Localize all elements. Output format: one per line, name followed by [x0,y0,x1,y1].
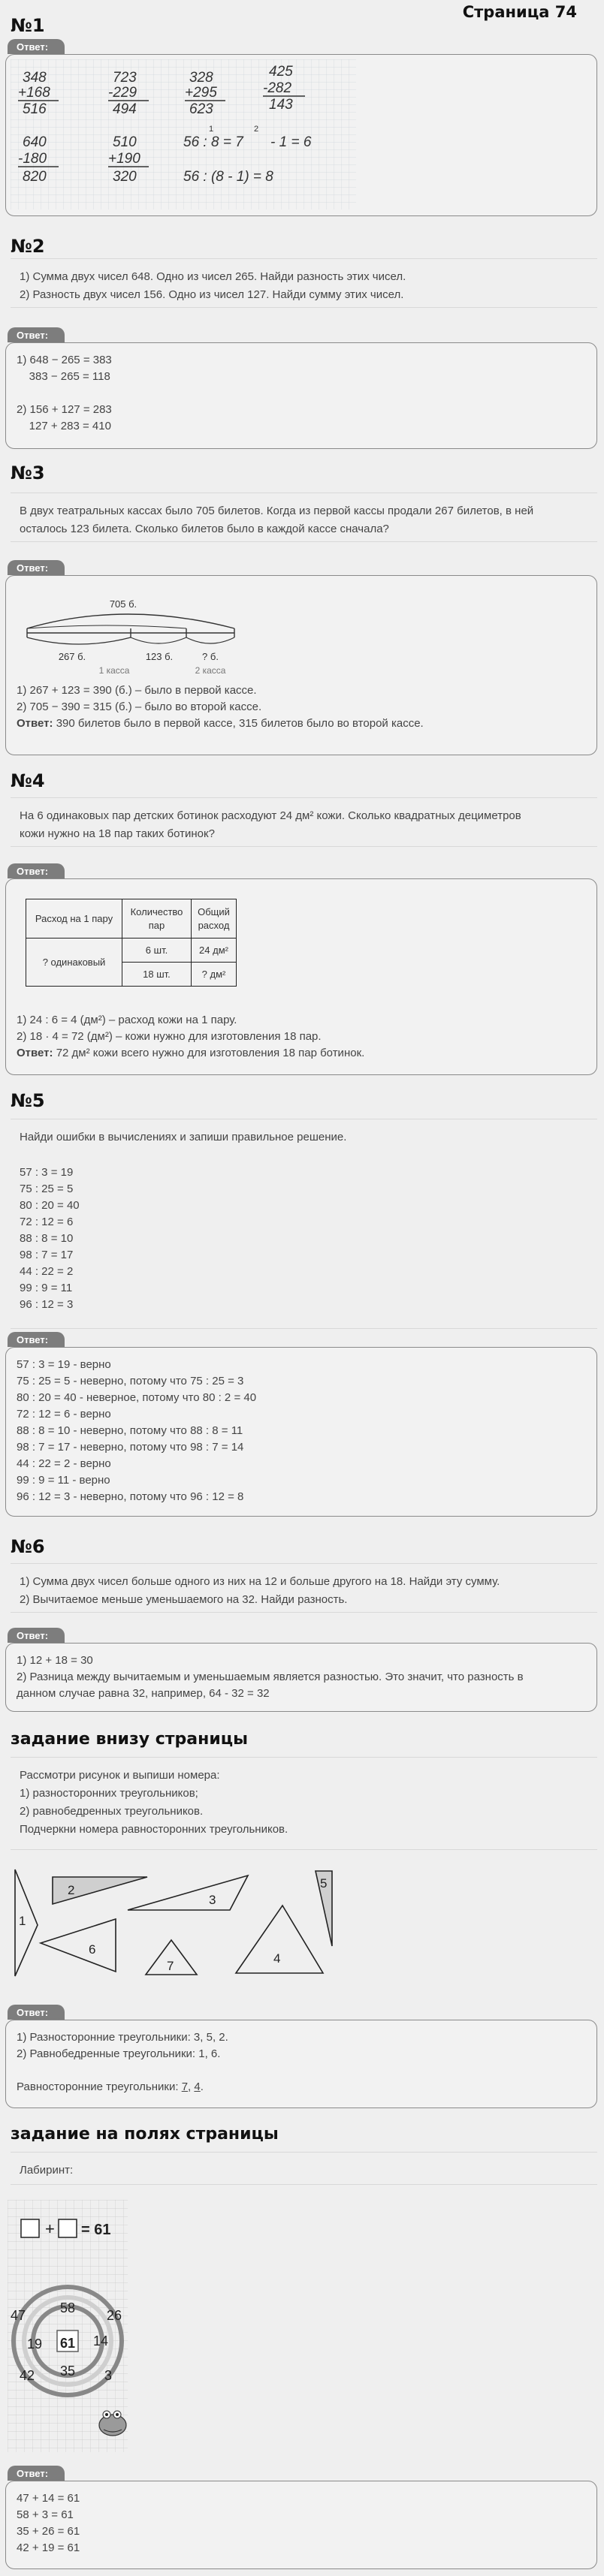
calc-col3-b: +295 [185,85,217,101]
answer-text: 72 дм² кожи всего нужно для изготовления 18 пар ботинок. [53,1047,365,1059]
task6-answer-line: 2) Разница между вычитаемым и уменьшаемым является разностью. Это значит, что разность в [17,1671,524,1683]
task5-item: 75 : 25 = 5 [20,1183,74,1195]
task6-answer [5,1643,597,1712]
task6-heading: №6 [11,1536,45,1557]
triangle-label-6: 6 [89,1942,96,1957]
task5-statement [11,1119,597,1329]
task7-answer-line: 1) Разносторонние треугольники: 3, 5, 2. [17,2031,228,2044]
table-count-1: 6 шт. [122,939,192,963]
task5-item: 88 : 8 = 10 [20,1232,74,1245]
task3-heading: №3 [11,462,45,484]
underlined-number: 7 [181,2080,189,2093]
triangle-6 [41,1919,116,1972]
task7-answer [5,2020,597,2108]
task7-heading: задание внизу страницы [11,1730,248,1749]
task8-answer-line: 42 + 19 = 61 [17,2541,80,2554]
task2-heading: №2 [11,236,45,257]
calc-col4-a: 425 [269,64,293,80]
task7-statement [11,1757,597,1850]
task3-line-2: осталось 123 билета. Сколько билетов было в каждой кассе сначала? [20,523,389,535]
answer-tab: Ответ: [8,1628,65,1643]
task5-answer-line: 88 : 8 = 10 - неверно, потому что 88 : 8 = 11 [17,1424,243,1437]
answer-tab: Ответ: [8,2005,65,2020]
calc-col1-e: -180 [18,151,47,167]
calc-col2-f: 320 [113,169,137,185]
svg-text:= 61: = 61 [81,2222,111,2238]
calc-col1-a: 348 [23,70,47,86]
labyrinth-puzzle [8,2200,135,2452]
answer-prefix: Ответ: [17,717,53,730]
task8-answer-line: 35 + 26 = 61 [17,2525,80,2538]
diagram-part2: 123 б. [145,651,174,662]
calc-col1-d: 640 [23,134,47,150]
triangle-label-4: 4 [273,1951,281,1966]
task2-answer-line: 1) 648 − 265 = 383 [17,354,112,366]
triangle-2 [53,1877,147,1904]
calc-mark-1: 1 [209,125,214,134]
task4-answer [5,878,597,1075]
calc-col3-a: 328 [189,70,213,86]
task8-answer-line: 47 + 14 = 61 [17,2492,80,2505]
task4-line-1: На 6 одинаковых пар детских ботинок расходуют 24 дм² кожи. Сколько квадратных дециметров [20,809,521,822]
task8-statement [11,2152,597,2185]
task3-answer-final [17,716,586,732]
table-rate-value: ? одинаковый [26,939,122,987]
maze-number-19: 19 [26,2336,43,2352]
calc-col2-b: -229 [108,85,137,101]
task8-answer [5,2481,597,2569]
task5-answer-line: 99 : 9 = 11 - верно [17,1474,110,1487]
task3-statement [11,493,597,542]
task3-answer [5,575,597,755]
diagram-part1: 267 б. [58,651,86,662]
table-total-2: ? дм² [192,963,237,987]
task5-item: 44 : 22 = 2 [20,1265,74,1278]
task2-line-1: 1) Сумма двух чисел 648. Одно из чисел 265. Найди разность этих чисел. [20,270,406,283]
calc-col3-e: 56 : (8 - 1) = 8 [183,169,273,185]
task5-item: 96 : 12 = 3 [20,1298,74,1311]
calc-col2-d: 510 [113,134,137,150]
calc-col1-b: +168 [18,85,50,101]
calc-col1-f: 820 [23,169,47,185]
task2-answer-line [17,385,586,402]
table-header-rate: Расход на 1 пару [26,899,122,939]
task5-item: 98 : 7 = 17 [20,1249,74,1261]
calc-col2-a: 723 [113,70,137,86]
segment-diagram [17,585,257,675]
task5-answer-line: 98 : 7 = 17 - неверно, потому что 98 : 7 = 14 [17,1441,244,1454]
task5-intro: Найди ошибки в вычислениях и запиши правильное решение. [20,1131,347,1143]
answer-tab: Ответ: [8,560,65,575]
diagram-label1: 1 касса [98,665,130,675]
task5-item: 99 : 9 = 11 [20,1282,73,1294]
maze-number-58: 58 [59,2300,76,2315]
task7-line: Подчеркни номера равносторонних треугольников. [20,1823,288,1836]
underlined-number: 4 [194,2080,201,2093]
answer-text: 390 билетов было в первой кассе, 315 билетов было во второй кассе. [53,717,424,730]
table-header-count: Количество пар [122,899,192,939]
triangle-label-2: 2 [68,1883,75,1897]
table-header-total: Общий расход [192,899,237,939]
task3-line-1: В двух театральных кассах было 705 билетов. Когда из первой кассы продали 267 билетов, в ней [20,505,534,517]
task6-line-1: 1) Сумма двух чисел больше одного из них на 12 и больше другого на 18. Найди эту сумму. [20,1575,500,1588]
task5-answer [5,1347,597,1517]
task4-line-2: кожи нужно на 18 пар таких ботинок? [20,827,215,840]
task7-line: Рассмотри рисунок и выпиши номера: [20,1769,220,1782]
task1-heading: №1 [11,15,45,36]
triangle-label-7: 7 [167,1959,174,1973]
task2-answer [5,342,597,449]
task4-heading: №4 [11,770,45,791]
calc-col3-c: 623 [189,101,213,117]
task5-heading: №5 [11,1090,45,1111]
task5-item: 57 : 3 = 19 [20,1166,74,1179]
answer-tab: Ответ: [8,1332,65,1347]
maze-number-14: 14 [92,2333,109,2349]
task5-answer-line: 80 : 20 = 40 - неверное, потому что 80 : 2 = 40 [17,1391,257,1404]
task4-answer-final [17,1045,586,1062]
calc-col4-d: - 1 = 6 [270,134,312,150]
task2-answer-line: 2) 156 + 127 = 283 [17,403,112,416]
answer-tab: Ответ: [8,327,65,342]
task7-answer-line: 2) Равнобедренные треугольники: 1, 6. [17,2047,221,2060]
task2-statement [11,258,597,308]
maze-number-47: 47 [10,2308,26,2323]
task6-line-2: 2) Вычитаемое меньше уменьшаемого на 32. Найди разность. [20,1593,348,1606]
calc-col4-b: -282 [263,80,292,96]
task5-answer-line: 75 : 25 = 5 - неверно, потому что 75 : 25 = 3 [17,1375,244,1387]
calc-col2-e: +190 [108,151,140,167]
task3-answer-line: 1) 267 + 123 = 390 (б.) – было в первой кассе. [17,684,257,697]
calc-mark-2: 2 [254,125,259,134]
svg-text:+: + [45,2219,55,2238]
triangles-figure [8,1862,353,1982]
task5-answer-line: 44 : 22 = 2 - верно [17,1457,111,1470]
triangle-label-3: 3 [209,1893,216,1907]
task7-line: 1) разносторонних треугольников; [20,1787,198,1800]
answer-tab: Ответ: [8,2466,65,2481]
calc-col2-c: 494 [113,101,137,117]
diagram-total: 705 б. [109,598,137,610]
task8-heading: задание на полях страницы [11,2125,279,2144]
task5-answer-line: 57 : 3 = 19 - верно [17,1358,111,1371]
task2-line-2: 2) Разность двух чисел 156. Одно из чисел 127. Найди сумму этих чисел. [20,288,404,301]
task6-answer-line: 1) 12 + 18 = 30 [17,1654,93,1667]
task2-answer-line: 127 + 283 = 410 [17,420,111,432]
task7-line: 2) равнобедренных треугольников. [20,1805,204,1818]
table-total-1: 24 дм² [192,939,237,963]
handwritten-calculations [11,59,356,209]
task7-answer-equilateral: Равносторонние треугольники: 7, 4. [17,2080,204,2093]
answer-tab: Ответ: [8,39,65,54]
table-count-2: 18 шт. [122,963,192,987]
task8-intro: Лабиринт: [20,2164,74,2177]
calc-col1-c: 516 [23,101,47,117]
maze-number-26: 26 [106,2308,122,2323]
task6-answer-line: данном случае равна 32, например, 64 - 32 = 32 [17,1687,270,1700]
triangle-label-1: 1 [19,1914,26,1928]
maze-number-42: 42 [19,2368,35,2383]
answer-tab: Ответ: [8,863,65,878]
task4-answer-line: 2) 18 · 4 = 72 (дм²) – кожи нужно для изготовления 18 пар. [17,1030,322,1043]
triangle-3 [128,1876,248,1910]
task3-answer-line: 2) 705 − 390 = 315 (б.) – было во второй кассе. [17,700,262,713]
task5-item: 72 : 12 = 6 [20,1216,74,1228]
calc-col4-c: 143 [269,97,293,113]
task1-answer [5,54,597,216]
task4-table [26,899,237,987]
task8-answer-line: 58 + 3 = 61 [17,2508,74,2521]
triangle-label-5: 5 [320,1876,328,1891]
calc-col3-d: 56 : 8 = 7 [183,134,243,150]
maze-number-61: 61 [59,2336,76,2351]
task2-answer-line: 383 − 265 = 118 [17,370,110,383]
diagram-part3: ? б. [202,651,219,662]
task5-item: 80 : 20 = 40 [20,1199,80,1212]
diagram-label2: 2 касса [195,665,226,675]
maze-number-35: 35 [59,2364,76,2379]
answer-prefix: Ответ: [17,1047,53,1059]
task5-answer-line: 72 : 12 = 6 - верно [17,1408,111,1421]
page-title: Страница 74 [462,3,577,21]
task5-answer-line: 96 : 12 = 3 - неверно, потому что 96 : 12 = 8 [17,1490,244,1503]
task6-statement [11,1563,597,1613]
task4-statement [11,797,597,847]
maze-number-3: 3 [104,2368,113,2383]
task4-answer-line: 1) 24 : 6 = 4 (дм²) – расход кожи на 1 пару. [17,1014,237,1026]
